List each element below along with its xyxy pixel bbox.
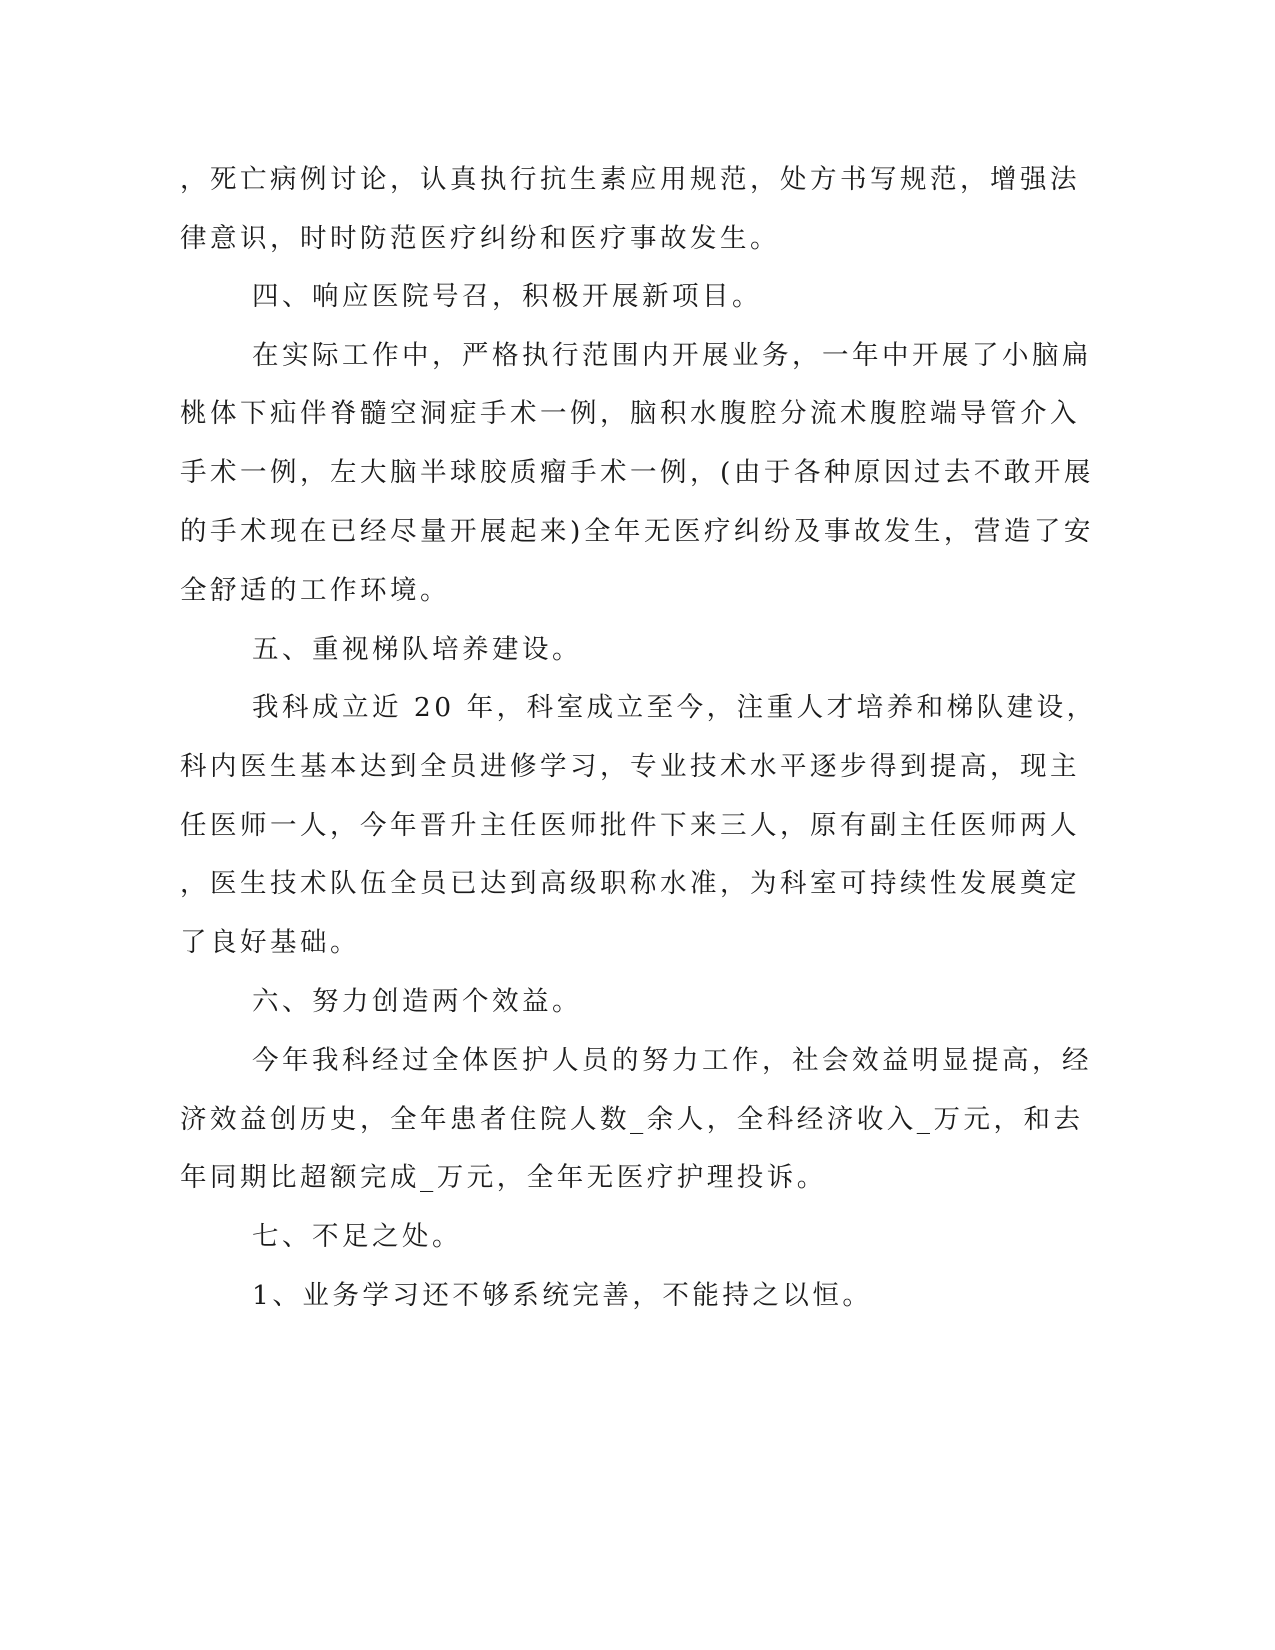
text-line: ，死亡病例讨论，认真执行抗生素应用规范，处方书写规范，增强法 bbox=[180, 164, 1080, 195]
text-line: 济效益创历史，全年患者住院人数_余人，全科经济收入_万元，和去 bbox=[180, 1104, 1084, 1135]
text-line: 的手术现在已经尽量开展起来)全年无医疗纠纷及事故发生，营造了安 bbox=[180, 516, 1094, 547]
text-line: 在实际工作中，严格执行范围内开展业务，一年中开展了小脑扁 bbox=[252, 340, 1092, 371]
text-line: 全舒适的工作环境。 bbox=[180, 575, 450, 606]
text-line: 了良好基础。 bbox=[180, 927, 360, 958]
text-line: 我科成立近 20 年，科室成立至今，注重人才培养和梯队建设， bbox=[252, 692, 1097, 723]
text-line: 桃体下疝伴脊髓空洞症手术一例，脑积水腹腔分流术腹腔端导管介入 bbox=[180, 398, 1080, 429]
section-heading: 六、努力创造两个效益。 bbox=[252, 986, 582, 1017]
list-item: 1、业务学习还不够系统完善，不能持之以恒。 bbox=[252, 1280, 873, 1311]
text-line: 律意识，时时防范医疗纠纷和医疗事故发生。 bbox=[180, 223, 780, 254]
text-line: 科内医生基本达到全员进修学习，专业技术水平逐步得到提高，现主 bbox=[180, 751, 1080, 782]
section-heading: 七、不足之处。 bbox=[252, 1221, 462, 1252]
section-heading: 五、重视梯队培养建设。 bbox=[252, 634, 582, 665]
section-heading: 四、响应医院号召，积极开展新项目。 bbox=[252, 281, 762, 312]
text-line: ，医生技术队伍全员已达到高级职称水准，为科室可持续性发展奠定 bbox=[180, 868, 1080, 899]
text-line: 年同期比超额完成_万元，全年无医疗护理投诉。 bbox=[180, 1162, 827, 1193]
text-line: 任医师一人，今年晋升主任医师批件下来三人，原有副主任医师两人 bbox=[180, 810, 1080, 841]
text-line: 手术一例，左大脑半球胶质瘤手术一例，(由于各种原因过去不敢开展 bbox=[180, 457, 1094, 488]
text-line: 今年我科经过全体医护人员的努力工作，社会效益明显提高，经 bbox=[252, 1045, 1092, 1076]
